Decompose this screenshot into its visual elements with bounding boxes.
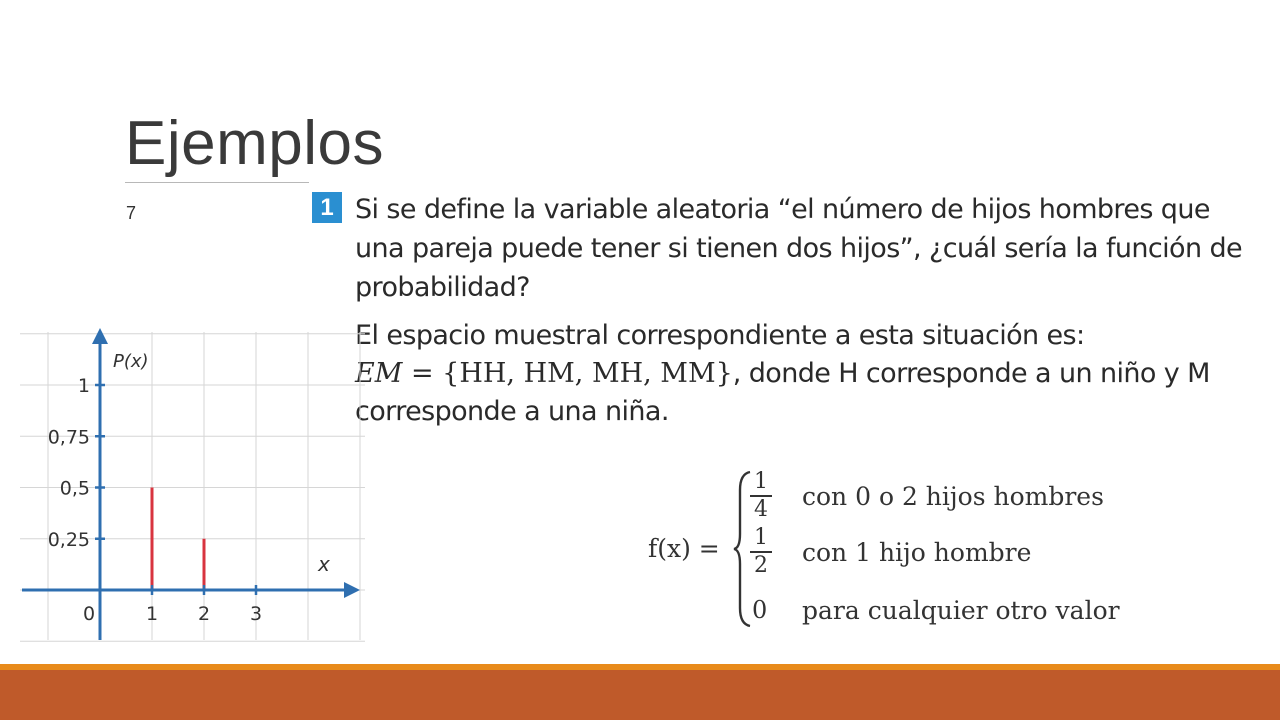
fraction	[748, 526, 774, 578]
em-label: EM	[355, 358, 403, 389]
y-axis-arrow-icon	[92, 328, 108, 344]
pmf-row	[748, 582, 1128, 638]
y-tick-label: 0,75	[47, 426, 90, 449]
pmf-row	[748, 526, 1128, 582]
y-tick-label: 1	[77, 375, 90, 397]
em-description: , donde H corresponde a un niño y M corresponde a una niña.	[355, 358, 1210, 427]
fraction-denominator: 2	[754, 553, 768, 578]
fraction-denominator: 4	[754, 497, 768, 522]
slide-title: Ejemplos	[125, 109, 384, 178]
em-set: = {HH, HM, MH, MM}	[402, 358, 733, 389]
sample-space-paragraph	[355, 317, 1255, 431]
slide-number: 7	[126, 203, 137, 223]
pmf-description: con 1 hijo hombre	[802, 538, 1032, 567]
x-axis-arrow-icon	[344, 582, 360, 598]
pmf-description: para cualquier otro valor	[802, 596, 1120, 625]
pmf-row	[748, 470, 1128, 526]
sample-space-intro: El espacio muestral correspondiente a esta situación es:	[355, 320, 1085, 351]
pmf-value: 0	[752, 596, 768, 624]
probability-function	[648, 470, 1128, 630]
fraction	[748, 470, 774, 522]
title-divider	[125, 182, 309, 183]
x-tick-label: 2	[197, 603, 211, 625]
x-tick-label: 0	[82, 603, 96, 625]
fraction-numerator: 1	[754, 469, 768, 494]
y-axis-label: P(x)	[113, 351, 149, 372]
x-tick-label: 3	[249, 603, 263, 625]
probability-chart	[0, 320, 370, 650]
chart-y-ticks	[48, 375, 105, 551]
x-tick-label: 1	[145, 603, 159, 625]
problem-question: Si se define la variable aleatoria “el número de hijos hombres que una pareja puede tener si tienen dos hijos”, ¿cuál sería la función de probabilidad?	[355, 194, 1243, 303]
fraction-numerator: 1	[754, 525, 768, 550]
pmf-lhs: f(x) =	[648, 534, 720, 563]
pmf-description: con 0 o 2 hijos hombres	[802, 482, 1104, 511]
y-tick-label: 0,25	[47, 528, 90, 551]
x-axis-label: x	[318, 552, 330, 576]
y-tick-label: 0,5	[59, 477, 90, 500]
footer-bar	[0, 670, 1280, 720]
problem-number-badge: 1	[312, 192, 342, 223]
